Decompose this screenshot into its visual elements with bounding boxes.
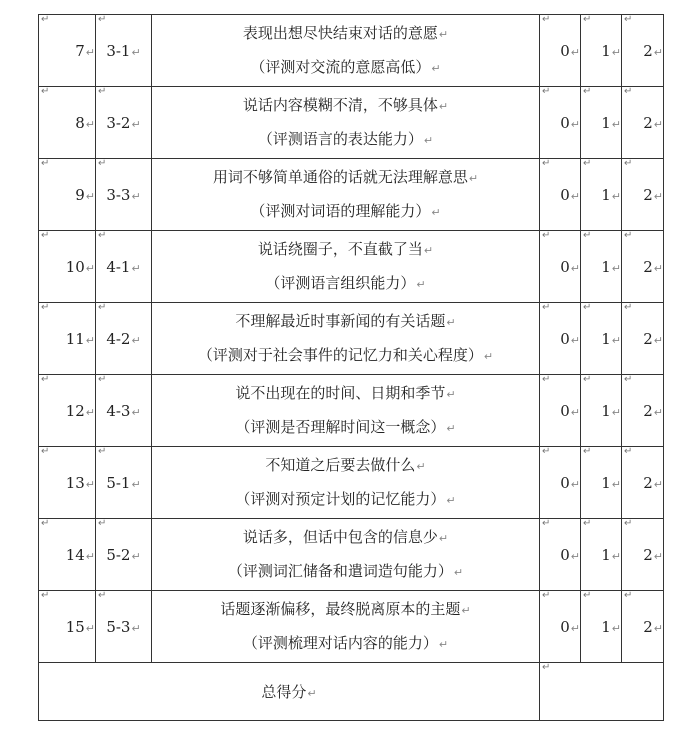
item-note: （评测语言组织能力） — [265, 273, 416, 292]
item-description-cell — [152, 519, 540, 591]
paragraph-mark: ↵ — [446, 387, 456, 401]
paragraph-mark: ↵ — [431, 205, 441, 219]
item-code: 5-2 — [106, 545, 131, 564]
item-description-cell — [152, 15, 540, 87]
paragraph-mark: ↵ — [570, 621, 580, 635]
score-value: 0 — [560, 617, 570, 636]
score-value: 1 — [601, 185, 611, 204]
paragraph-mark: ↵ — [570, 261, 580, 275]
table-row — [39, 591, 664, 663]
total-score-value-cell[interactable] — [540, 663, 664, 721]
table-row — [39, 519, 664, 591]
score-option-0[interactable] — [540, 591, 581, 663]
cell-mark: ↵ — [624, 518, 633, 529]
paragraph-mark: ↵ — [570, 333, 580, 347]
item-code-cell — [96, 303, 152, 375]
table-row — [39, 159, 664, 231]
paragraph-mark: ↵ — [423, 133, 434, 147]
table-row — [39, 15, 664, 87]
item-number-cell — [39, 231, 96, 303]
paragraph-mark: ↵ — [85, 621, 95, 635]
item-note: （评测语言的表达能力） — [257, 129, 423, 148]
item-note-line — [152, 267, 539, 301]
item-description: 表现出想尽快结束对话的意愿 — [242, 23, 438, 42]
paragraph-mark: ↵ — [438, 637, 449, 651]
cell-mark: ↵ — [98, 590, 107, 601]
score-value: 0 — [560, 257, 570, 276]
cell-mark: ↵ — [583, 302, 592, 313]
score-value: 0 — [560, 41, 570, 60]
item-code: 4-2 — [106, 329, 131, 348]
score-value: 0 — [560, 401, 570, 420]
cell-mark: ↵ — [542, 158, 551, 169]
item-number-cell — [39, 15, 96, 87]
paragraph-mark: ↵ — [653, 189, 663, 203]
item-description-line — [152, 521, 539, 555]
cell-mark: ↵ — [624, 158, 633, 169]
paragraph-mark: ↵ — [416, 277, 426, 291]
score-value: 2 — [643, 545, 653, 564]
score-option-2[interactable] — [622, 375, 664, 447]
table-row — [39, 303, 664, 375]
score-value: 0 — [560, 329, 570, 348]
paragraph-mark: ↵ — [653, 477, 663, 491]
paragraph-mark: ↵ — [85, 477, 95, 491]
cell-mark: ↵ — [583, 518, 592, 529]
score-option-2[interactable] — [622, 159, 664, 231]
item-code: 3-1 — [106, 41, 131, 60]
cell-mark: ↵ — [41, 158, 50, 169]
score-option-2[interactable] — [622, 303, 664, 375]
paragraph-mark: ↵ — [461, 603, 471, 617]
item-number-cell — [39, 87, 96, 159]
paragraph-mark: ↵ — [611, 549, 621, 563]
cell-mark: ↵ — [624, 590, 633, 601]
score-option-0[interactable] — [540, 447, 581, 519]
score-option-1[interactable] — [581, 375, 622, 447]
paragraph-mark: ↵ — [85, 45, 95, 59]
item-code: 5-1 — [106, 473, 131, 492]
item-number: 10 — [65, 257, 85, 276]
score-option-0[interactable] — [540, 375, 581, 447]
paragraph-mark: ↵ — [85, 333, 95, 347]
cell-mark: ↵ — [583, 446, 592, 457]
item-code-cell — [96, 591, 152, 663]
cell-mark: ↵ — [98, 14, 107, 25]
score-option-2[interactable] — [622, 447, 664, 519]
item-description-line — [152, 233, 539, 267]
cell-mark: ↵ — [542, 86, 551, 97]
score-value: 0 — [560, 473, 570, 492]
score-option-1[interactable] — [581, 591, 622, 663]
cell-mark: ↵ — [41, 518, 50, 529]
score-option-0[interactable] — [540, 519, 581, 591]
paragraph-mark: ↵ — [570, 189, 580, 203]
paragraph-mark: ↵ — [307, 687, 317, 700]
item-number-cell — [39, 303, 96, 375]
paragraph-mark: ↵ — [85, 117, 95, 131]
score-option-1[interactable] — [581, 447, 622, 519]
item-number: 15 — [65, 617, 85, 636]
cell-mark: ↵ — [583, 230, 592, 241]
item-code-cell — [96, 87, 152, 159]
total-score-row — [39, 663, 664, 721]
cell-mark: ↵ — [624, 86, 633, 97]
item-note: （评测对交流的意愿高低） — [250, 57, 431, 76]
paragraph-mark: ↵ — [131, 621, 141, 635]
item-number: 8 — [75, 113, 85, 132]
cell-mark: ↵ — [624, 446, 633, 457]
paragraph-mark: ↵ — [438, 531, 449, 545]
item-note-line — [152, 51, 539, 85]
score-option-2[interactable] — [622, 231, 664, 303]
cell-mark: ↵ — [624, 230, 633, 241]
item-description-cell — [152, 447, 540, 519]
paragraph-mark: ↵ — [85, 189, 95, 203]
score-value: 0 — [560, 545, 570, 564]
score-value: 2 — [643, 329, 653, 348]
score-option-1[interactable] — [581, 303, 622, 375]
paragraph-mark: ↵ — [416, 459, 426, 473]
score-value: 1 — [601, 41, 611, 60]
item-code-cell — [96, 447, 152, 519]
paragraph-mark: ↵ — [85, 549, 95, 563]
paragraph-mark: ↵ — [483, 349, 494, 363]
item-description: 说话绕圈子，不直截了当 — [257, 239, 423, 258]
paragraph-mark: ↵ — [611, 117, 621, 131]
score-value: 1 — [601, 473, 611, 492]
item-code-cell — [96, 159, 152, 231]
score-option-1[interactable] — [581, 519, 622, 591]
paragraph-mark: ↵ — [468, 171, 479, 185]
item-number-cell — [39, 519, 96, 591]
item-note-line — [152, 555, 539, 589]
score-option-2[interactable] — [622, 15, 664, 87]
paragraph-mark: ↵ — [453, 565, 464, 579]
item-description: 不理解最近时事新闻的有关话题 — [235, 311, 446, 330]
cell-mark: ↵ — [542, 590, 551, 601]
cell-mark: ↵ — [583, 374, 592, 385]
cell-mark: ↵ — [624, 374, 633, 385]
item-code: 5-3 — [106, 617, 131, 636]
score-option-1[interactable] — [581, 87, 622, 159]
item-number: 14 — [65, 545, 85, 564]
item-note: （评测对词语的理解能力） — [250, 201, 431, 220]
cell-mark: ↵ — [98, 158, 107, 169]
item-description-line — [152, 161, 539, 195]
score-option-2[interactable] — [622, 591, 664, 663]
item-description: 话题逐渐偏移，最终脱离原本的主题 — [220, 599, 461, 618]
item-note-line — [152, 483, 539, 517]
paragraph-mark: ↵ — [446, 421, 456, 435]
paragraph-mark: ↵ — [570, 477, 580, 491]
item-note-line — [152, 195, 539, 229]
item-number-cell — [39, 591, 96, 663]
score-value: 2 — [643, 41, 653, 60]
cell-mark: ↵ — [624, 302, 633, 313]
cell-mark: ↵ — [624, 14, 633, 25]
item-code: 3-2 — [106, 113, 131, 132]
cell-mark: ↵ — [98, 230, 107, 241]
cell-mark: ↵ — [542, 518, 551, 529]
cell-mark: ↵ — [542, 446, 551, 457]
total-score-label: 总得分 — [261, 683, 307, 701]
paragraph-mark: ↵ — [131, 549, 141, 563]
item-description-line — [152, 305, 539, 339]
paragraph-mark: ↵ — [653, 117, 663, 131]
paragraph-mark: ↵ — [570, 405, 580, 419]
item-note: （评测对预定计划的记忆能力） — [235, 489, 446, 508]
item-description-cell — [152, 231, 540, 303]
cell-mark: ↵ — [41, 230, 50, 241]
score-option-2[interactable] — [622, 87, 664, 159]
paragraph-mark: ↵ — [653, 333, 663, 347]
item-description: 不知道之后要去做什么 — [265, 455, 416, 474]
item-description-line — [152, 89, 539, 123]
cell-mark: ↵ — [583, 14, 592, 25]
paragraph-mark: ↵ — [611, 261, 621, 275]
item-code-cell — [96, 15, 152, 87]
paragraph-mark: ↵ — [85, 405, 95, 419]
paragraph-mark: ↵ — [611, 45, 621, 59]
paragraph-mark: ↵ — [131, 45, 141, 59]
item-number: 9 — [75, 185, 85, 204]
score-value: 2 — [643, 113, 653, 132]
item-code-cell — [96, 231, 152, 303]
paragraph-mark: ↵ — [131, 405, 141, 419]
item-note-line — [152, 123, 539, 157]
paragraph-mark: ↵ — [423, 243, 434, 257]
score-option-0[interactable] — [540, 15, 581, 87]
score-option-0[interactable] — [540, 231, 581, 303]
item-note: （评测对于社会事件的记忆力和关心程度） — [197, 345, 483, 364]
score-option-0[interactable] — [540, 303, 581, 375]
score-option-0[interactable] — [540, 87, 581, 159]
cell-mark: ↵ — [41, 86, 50, 97]
item-code: 4-3 — [106, 401, 131, 420]
item-note: （评测梳理对话内容的能力） — [242, 633, 438, 652]
paragraph-mark: ↵ — [570, 117, 580, 131]
cell-mark: ↵ — [41, 14, 50, 25]
item-description-cell — [152, 87, 540, 159]
table-row — [39, 87, 664, 159]
cell-mark: ↵ — [98, 302, 107, 313]
cell-mark: ↵ — [542, 14, 551, 25]
item-number: 12 — [65, 401, 85, 420]
paragraph-mark: ↵ — [85, 261, 95, 275]
cell-mark: ↵ — [41, 446, 50, 457]
item-description-cell — [152, 159, 540, 231]
item-code: 3-3 — [106, 185, 131, 204]
cell-mark: ↵ — [583, 86, 592, 97]
item-description-cell — [152, 303, 540, 375]
cell-mark: ↵ — [542, 662, 551, 673]
paragraph-mark: ↵ — [570, 45, 580, 59]
cell-mark: ↵ — [41, 302, 50, 313]
paragraph-mark: ↵ — [131, 117, 141, 131]
cell-mark: ↵ — [98, 374, 107, 385]
item-number-cell — [39, 159, 96, 231]
score-value: 1 — [601, 329, 611, 348]
cell-mark: ↵ — [583, 590, 592, 601]
paragraph-mark: ↵ — [438, 27, 449, 41]
score-value: 2 — [643, 185, 653, 204]
item-number-cell — [39, 447, 96, 519]
paragraph-mark: ↵ — [653, 549, 663, 563]
assessment-table — [38, 14, 664, 721]
score-value: 2 — [643, 617, 653, 636]
item-description-line — [152, 449, 539, 483]
item-number-cell — [39, 375, 96, 447]
item-description: 说话内容模糊不清，不够具体 — [242, 95, 438, 114]
paragraph-mark: ↵ — [653, 621, 663, 635]
cell-mark: ↵ — [98, 86, 107, 97]
score-value: 2 — [643, 473, 653, 492]
item-description-line — [152, 593, 539, 627]
cell-mark: ↵ — [542, 302, 551, 313]
item-note-line — [152, 627, 539, 661]
paragraph-mark: ↵ — [611, 189, 621, 203]
score-option-1[interactable] — [581, 231, 622, 303]
item-description: 用词不够简单通俗的话就无法理解意思 — [212, 167, 468, 186]
paragraph-mark: ↵ — [611, 333, 621, 347]
score-value: 1 — [601, 617, 611, 636]
score-value: 0 — [560, 113, 570, 132]
table-row — [39, 231, 664, 303]
paragraph-mark: ↵ — [438, 99, 449, 113]
table-row — [39, 375, 664, 447]
paragraph-mark: ↵ — [653, 261, 663, 275]
item-description-cell — [152, 375, 540, 447]
item-note: （评测是否理解时间这一概念） — [235, 417, 446, 436]
paragraph-mark: ↵ — [131, 189, 141, 203]
cell-mark: ↵ — [583, 158, 592, 169]
paragraph-mark: ↵ — [131, 477, 141, 491]
item-note: （评测词汇储备和遣词造句能力） — [227, 561, 453, 580]
item-code-cell — [96, 375, 152, 447]
paragraph-mark: ↵ — [446, 493, 456, 507]
cell-mark: ↵ — [41, 374, 50, 385]
item-description: 说话多，但话中包含的信息少 — [242, 527, 438, 546]
item-code-cell — [96, 519, 152, 591]
score-value: 0 — [560, 185, 570, 204]
total-score-label-cell — [39, 663, 540, 721]
cell-mark: ↵ — [542, 230, 551, 241]
item-note-line — [152, 411, 539, 445]
cell-mark: ↵ — [98, 446, 107, 457]
item-description: 说不出现在的时间、日期和季节 — [235, 383, 446, 402]
score-option-2[interactable] — [622, 519, 664, 591]
score-value: 2 — [643, 401, 653, 420]
cell-mark: ↵ — [98, 518, 107, 529]
paragraph-mark: ↵ — [131, 333, 141, 347]
table-row — [39, 447, 664, 519]
score-option-1[interactable] — [581, 159, 622, 231]
paragraph-mark: ↵ — [611, 405, 621, 419]
item-number: 7 — [75, 41, 85, 60]
item-description-cell — [152, 591, 540, 663]
cell-mark: ↵ — [41, 590, 50, 601]
paragraph-mark: ↵ — [431, 61, 441, 75]
score-value: 2 — [643, 257, 653, 276]
score-value: 1 — [601, 545, 611, 564]
item-number: 13 — [65, 473, 85, 492]
score-option-0[interactable] — [540, 159, 581, 231]
score-value: 1 — [601, 401, 611, 420]
cell-mark: ↵ — [542, 374, 551, 385]
score-option-1[interactable] — [581, 15, 622, 87]
paragraph-mark: ↵ — [611, 477, 621, 491]
item-number: 11 — [65, 329, 85, 348]
paragraph-mark: ↵ — [653, 45, 663, 59]
assessment-table-body — [39, 15, 664, 721]
score-value: 1 — [601, 257, 611, 276]
paragraph-mark: ↵ — [653, 405, 663, 419]
item-description-line — [152, 17, 539, 51]
score-value: 1 — [601, 113, 611, 132]
item-description-line — [152, 377, 539, 411]
paragraph-mark: ↵ — [611, 621, 621, 635]
paragraph-mark: ↵ — [131, 261, 141, 275]
item-code: 4-1 — [106, 257, 131, 276]
item-note-line — [152, 339, 539, 373]
paragraph-mark: ↵ — [446, 315, 456, 329]
paragraph-mark: ↵ — [570, 549, 580, 563]
